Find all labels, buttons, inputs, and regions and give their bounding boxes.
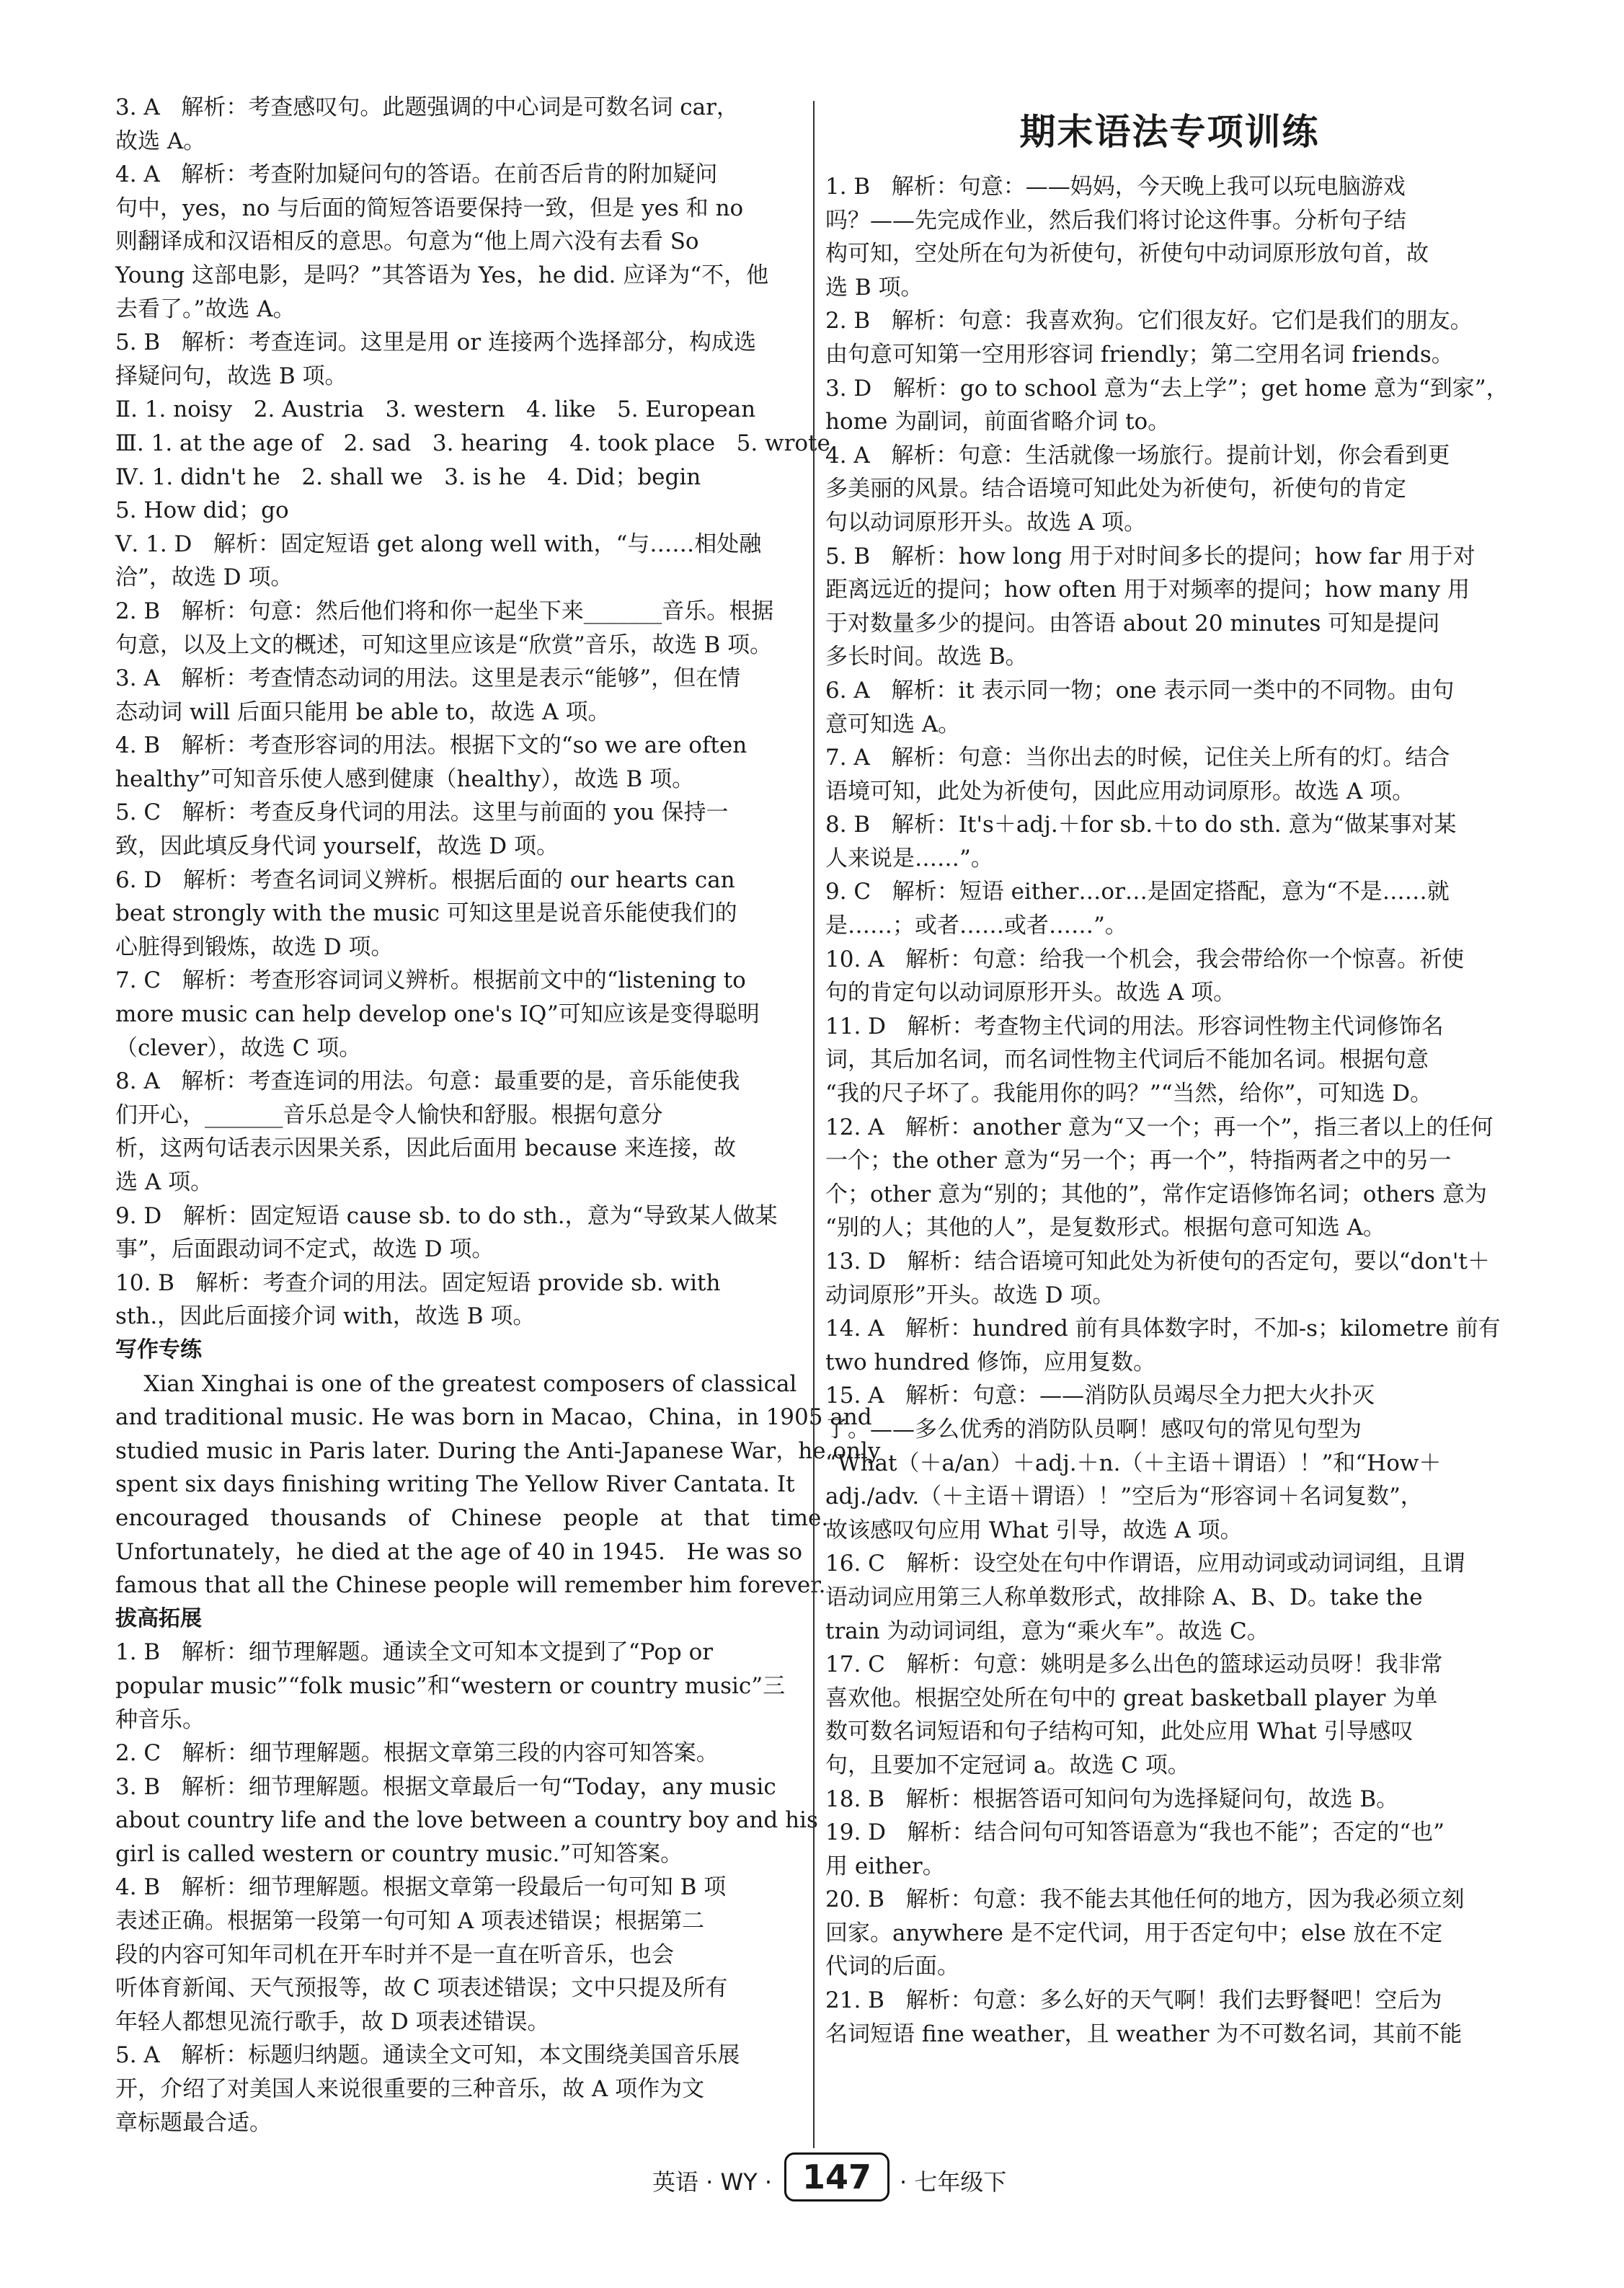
answer-line: 表述正确。根据第一段第一句可知 A 项表述错误；根据第二 [115, 1908, 705, 1935]
answer-line: 句以动词原形开头。故选 A 项。 [825, 509, 1147, 536]
answer-line: girl is called western or country music.”可知答案。 [115, 1840, 683, 1867]
answer-line: Ⅳ. 1. didn't he 2. shall we 3. is he 4. Did；begin [115, 464, 701, 490]
answer-line: 则翻译成和汉语相反的意思。句意为“他上周六没有去看 So [115, 229, 699, 255]
answer-line: 20. B 解析：句意：我不能去其他任何的地方，因为我必须立刻 [825, 1886, 1465, 1913]
answer-line: 2. B 解析：句意：我喜欢狗。它们很友好。它们是我们的朋友。 [825, 308, 1473, 334]
answer-line: “What（＋a/an）＋adj.＋n.（＋主语＋谓语）！”和“How＋ [825, 1450, 1442, 1476]
answer-line: 4. A 解析：考查附加疑问句的答语。在前否后肯的附加疑问 [115, 161, 718, 188]
answer-line: 人来说是……”。 [825, 845, 993, 872]
answer-line: 用 either。 [825, 1853, 945, 1879]
answer-line: 6. D 解析：考查名词词义辨析。根据后面的 our hearts can [115, 866, 735, 893]
writing-line: famous that all the Chinese people will remember him forever. [115, 1572, 826, 1599]
answer-line: 2. B 解析：句意：然后他们将和你一起坐下来_______音乐。根据 [115, 598, 774, 624]
answer-line: “我的尺子坏了。我能用你的吗？”“当然，给你”，可知选 D。 [825, 1081, 1433, 1107]
writing-line: Unfortunately，he died at the age of 40 in 1945. He was so [115, 1538, 802, 1565]
writing-passage [115, 1367, 881, 1602]
answer-line: 年轻人都想见流行歌手，故 D 项表述错误。 [115, 2008, 550, 2035]
answer-line: 故选 A。 [115, 128, 206, 154]
answer-line: 8. A 解析：考查连词的用法。句意：最重要的是，音乐能使我 [115, 1068, 740, 1095]
right-column [825, 91, 1514, 2051]
answer-line: 致，因此填反身代词 yourself，故选 D 项。 [115, 833, 559, 860]
answer-line: 种音乐。 [115, 1706, 205, 1733]
answer-line: 5. C 解析：考查反身代词的用法。这里与前面的 you 保持一 [115, 799, 729, 826]
answer-line: 9. D 解析：固定短语 cause sb. to do sth.，意为“导致某人做某 [115, 1202, 778, 1229]
answer-line: popular music”“folk music”和“western or country music”三 [115, 1672, 786, 1699]
answer-line: 1. B 解析：细节理解题。通读全文可知本文提到了“Pop or [115, 1639, 714, 1666]
answer-line: 15. A 解析：句意：——消防队员竭尽全力把大火扑灭 [825, 1383, 1375, 1409]
answer-line: more music can help develop one's IQ”可知应该是变得聪明 [115, 1001, 760, 1028]
answer-line: 是……；或者……或者……”。 [825, 913, 1127, 939]
writing-line: and traditional music. He was born in Macao，China，in 1905 and [115, 1404, 872, 1431]
answer-line: 吗？——先完成作业，然后我们将讨论这件事。分析句子结 [825, 207, 1406, 234]
answer-line: 去看了。”故选 A。 [115, 296, 296, 322]
answer-line: about country life and the love between a country boy and his [115, 1807, 818, 1834]
answer-line: 多长时间。故选 B。 [825, 644, 1028, 670]
extension-heading: 拔高拓展 [115, 1605, 202, 1631]
grammar-answers [825, 170, 1514, 2051]
answer-line: 句，且要加不定冠词 a。故选 C 项。 [825, 1752, 1190, 1778]
answer-line: 21. B 解析：句意：多么好的天气啊！我们去野餐吧！空后为 [825, 1987, 1442, 2014]
answer-line: 10. B 解析：考查介词的用法。固定短语 provide sb. with [115, 1269, 721, 1296]
answer-line: sth.，因此后面接介词 with，故选 B 项。 [115, 1303, 536, 1330]
extension-answers [115, 1636, 818, 2140]
answer-line: Ⅲ. 1. at the age of 2. sad 3. hearing 4. took place 5. wrote [115, 430, 830, 456]
answer-line: 4. B 解析：细节理解题。根据文章第一段最后一句可知 B 项 [115, 1874, 727, 1901]
writing-line: Xian Xinghai is one of the greatest composers of classical [115, 1370, 797, 1397]
answer-line: 事”，后面跟动词不定式，故选 D 项。 [115, 1236, 494, 1263]
answer-line: （clever），故选 C 项。 [115, 1034, 362, 1061]
writing-heading: 写作专练 [115, 1336, 202, 1362]
answer-line: beat strongly with the music 可知这里是说音乐能使我们的 [115, 900, 737, 927]
answer-line: 6. A 解析：it 表示同一物；one 表示同一类中的不同物。由句 [825, 677, 1455, 704]
answer-line: 3. A 解析：考查感叹句。此题强调的中心词是可数名词 car， [115, 94, 739, 120]
answer-line: 态动词 will 后面只能用 be able to，故选 A 项。 [115, 699, 611, 725]
answer-line: 词，其后加名词，而名词性物主代词后不能加名词。根据句意 [825, 1047, 1429, 1073]
answer-line: 7. A 解析：句意：当你出去的时候，记住关上所有的灯。结合 [825, 745, 1450, 771]
answer-line: 3. B 解析：细节理解题。根据文章最后一句“Today，any music [115, 1773, 776, 1800]
answer-line: “别的人；其他的人”，是复数形式。根据句意可知选 A。 [825, 1215, 1385, 1241]
answer-line: Ⅱ. 1. noisy 2. Austria 3. western 4. like 5. European [115, 396, 756, 423]
answer-line: 动词原形”开头。故选 D 项。 [825, 1282, 1115, 1308]
answer-line: 开，介绍了对美国人来说很重要的三种音乐，故 A 项作为文 [115, 2076, 705, 2103]
footer-subject: 英语 · WY · [652, 2168, 773, 2196]
answer-line: 个；other 意为“别的；其他的”，常作定语修饰名词；others 意为 [825, 1181, 1487, 1207]
section-title: 期末语法专项训练 [1019, 111, 1320, 153]
answer-line: 于对数量多少的提问。由答语 about 20 minutes 可知是提问 [825, 610, 1440, 637]
answer-line: 句的肯定句以动词原形开头。故选 A 项。 [825, 980, 1236, 1006]
answer-line: 故该感叹句应用 What 引导，故选 A 项。 [825, 1517, 1243, 1543]
answer-line: 多美丽的风景。结合语境可知此处为祈使句，祈使句的肯定 [825, 476, 1406, 502]
answer-line: two hundred 修饰，应用复数。 [825, 1349, 1156, 1375]
answer-line: home 为副词，前面省略介词 to。 [825, 409, 1171, 435]
answer-line: 选 A 项。 [115, 1169, 213, 1195]
answer-line: 段的内容可知年司机在开车时并不是一直在听音乐，也会 [115, 1941, 674, 1968]
left-answers [115, 91, 830, 1334]
answer-line: 意可知选 A。 [825, 711, 961, 737]
answer-line: 回家。anywhere 是不定代词，用于否定句中；else 放在不定 [825, 1920, 1443, 1946]
answer-line: 听体育新闻、天气预报等，故 C 项表述错误；文中只提及所有 [115, 1975, 728, 2002]
answer-line: 4. A 解析：句意：生活就像一场旅行。提前计划，你会看到更 [825, 442, 1450, 469]
answer-line: 数可数名词短语和句子结构可知，此处应用 What 引导感叹 [825, 1719, 1414, 1745]
answer-line: 语动词应用第三人称单数形式，故排除 A、B、D。take the [825, 1584, 1423, 1610]
answer-line: 16. C 解析：设空处在句中作谓语，应用动词或动词词组，且谓 [825, 1551, 1465, 1577]
answer-line: 5. B 解析：考查连词。这里是用 or 连接两个选择部分，构成选 [115, 329, 756, 356]
writing-line: encouraged thousands of Chinese people at that time. [115, 1504, 829, 1531]
answer-line: 1. B 解析：句意：——妈妈，今天晚上我可以玩电脑游戏 [825, 174, 1406, 200]
answer-line: 12. A 解析：another 意为“又一个；再一个”，指三者以上的任何 [825, 1114, 1494, 1140]
answer-line: 13. D 解析：结合语境可知此处为祈使句的否定句，要以“don't＋ [825, 1249, 1490, 1274]
answer-line: 了。——多么优秀的消防队员啊！感叹句的常见句型为 [825, 1416, 1362, 1442]
answer-line: 析，这两句话表示因果关系，因此后面用 because 来连接，故 [115, 1135, 736, 1162]
answer-line: 17. C 解析：句意：姚明是多么出色的篮球运动员呀！我非常 [825, 1651, 1443, 1678]
answer-line: 选 B 项。 [825, 274, 923, 301]
answer-line: 洽”，故选 D 项。 [115, 564, 293, 591]
left-column [115, 91, 881, 2140]
answer-line: 10. A 解析：句意：给我一个机会，我会带给你一个惊喜。祈使 [825, 946, 1465, 972]
answer-line: 4. B 解析：考查形容词的用法。根据下文的“so we are often [115, 732, 747, 759]
answer-line: 7. C 解析：考查形容词词义辨析。根据前文中的“listening to [115, 967, 746, 994]
answer-line: 5. How did；go [115, 497, 289, 524]
writing-line: spent six days finishing writing The Yellow River Cantata. It [115, 1471, 795, 1498]
answer-line: 8. B 解析：It's＋adj.＋for sb.＋to do sth. 意为“做某事对某 [825, 812, 1457, 838]
answer-line: 11. D 解析：考查物主代词的用法。形容词性物主代词修饰名 [825, 1013, 1444, 1039]
answer-line: 14. A 解析：hundred 前有具体数字时，不加-s；kilometre 前有 [825, 1316, 1501, 1342]
column-divider [813, 101, 815, 2148]
answer-line: train 为动词词组，意为“乘火车”。故选 C。 [825, 1618, 1269, 1644]
answer-line: 喜欢他。根据空处所在句中的 great basketball player 为单 [825, 1685, 1438, 1711]
answer-line: 们开心，_______音乐总是令人愉快和舒服。根据句意分 [115, 1101, 663, 1128]
answer-line: 由句意可知第一空用形容词 friendly；第二空用名词 friends。 [825, 341, 1454, 368]
answer-line: Young 这部电影，是吗？”其答语为 Yes，he did. 应译为“不，他 [115, 262, 769, 288]
answer-line: 3. D 解析：go to school 意为“去上学”；get home 意为“到家”， [825, 375, 1509, 402]
answer-line: 心脏得到锻炼，故选 D 项。 [115, 934, 394, 960]
answer-line: 距离远近的提问；how often 用于对频率的提问；how many 用 [825, 577, 1470, 603]
answer-line: healthy”可知音乐使人感到健康（healthy），故选 B 项。 [115, 766, 695, 792]
footer-grade: · 七年级下 [900, 2168, 1007, 2196]
answer-line: 5. A 解析：标题归纳题。通读全文可知，本文围绕美国音乐展 [115, 2042, 740, 2069]
answer-line: 语境可知，此处为祈使句，因此应用动词原形。故选 A 项。 [825, 778, 1415, 804]
answer-line: 句意，以及上文的概述，可知这里应该是“欣赏”音乐，故选 B 项。 [115, 631, 773, 658]
answer-line: 9. C 解析：短语 either…or…是固定搭配，意为“不是……就 [825, 879, 1450, 905]
answer-line: 一个；the other 意为“另一个；再一个”，特指两者之中的另一 [825, 1148, 1452, 1174]
answer-line: 代词的后面。 [825, 1954, 959, 1980]
writing-line: studied music in Paris later. During the Anti-Japanese War，he only [115, 1437, 881, 1464]
answer-line: Ⅴ. 1. D 解析：固定短语 get along well with，“与……相处融 [115, 531, 762, 557]
answer-line: 3. A 解析：考查情态动词的用法。这里是表示“能够”，但在情 [115, 665, 741, 692]
answer-line: adj./adv.（＋主语＋谓语）！”空后为“形容词＋名词复数”， [825, 1484, 1423, 1510]
answer-line: 19. D 解析：结合问句可知答语意为“我也不能”；否定的“也” [825, 1819, 1445, 1846]
answer-line: 5. B 解析：how long 用于对时间多长的提问；how far 用于对 [825, 543, 1476, 569]
page-footer [0, 2152, 1624, 2203]
answer-line: 2. C 解析：细节理解题。根据文章第三段的内容可知答案。 [115, 1740, 719, 1767]
answer-line: 名词短语 fine weather，且 weather 为不可数名词，其前不能 [825, 2021, 1463, 2047]
answer-line: 句中，yes，no 与后面的简短答语要保持一致，但是 yes 和 no [115, 195, 744, 221]
answer-line: 择疑问句，故选 B 项。 [115, 363, 347, 389]
page-number: 147 [784, 2152, 889, 2201]
answer-line: 构可知，空处所在句为祈使句，祈使句中动词原形放句首，故 [825, 241, 1429, 267]
answer-line: 18. B 解析：根据答语可知问句为选择疑问句，故选 B。 [825, 1786, 1399, 1812]
answer-line: 章标题最合适。 [115, 2109, 272, 2136]
